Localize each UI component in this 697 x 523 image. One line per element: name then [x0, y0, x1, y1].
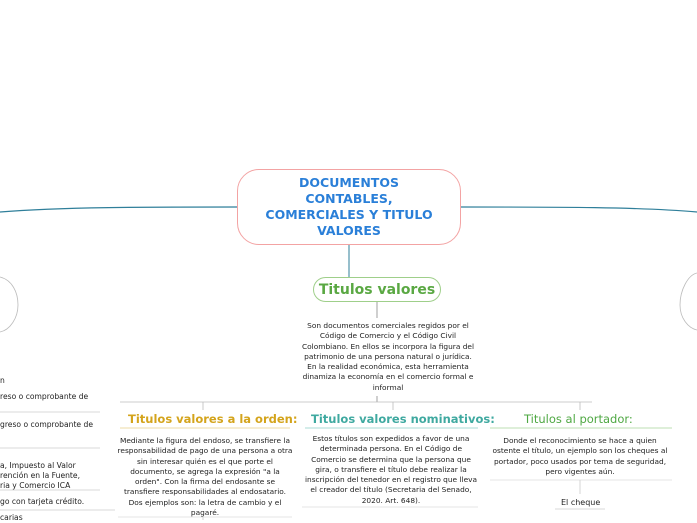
subtopic-nominativos-description: Estos títulos son expedidos a favor de una determinada persona. En el Código de Comercio se determina que la persona que gira, o transfiere el título debe realizar la inscripción del tenedor en el registro que lleva el creador del título (Secretaria del Senado, 2020. Art. 648).: [304, 434, 478, 505]
left-partial-text-5: rención en la Fuente,: [0, 471, 80, 480]
subtopic-orden-title[interactable]: Titulos valores a la orden:: [128, 412, 298, 426]
main-topic-titulos-valores[interactable]: [313, 277, 441, 302]
left-partial-text-8: carias: [0, 513, 23, 522]
main-topic-description: Son documentos comerciales regidos por el Código de Comercio y el Código Civil Colombiano. En ellos se incorpora la figura del patrimonio de una persona natural o jurídica. En la realidad económica, esta herramienta dinamiza la economía en el comercio formal e informal: [302, 321, 474, 392]
left-partial-text-4: a, Impuesto al Valor: [0, 461, 76, 470]
example-cheque[interactable]: El cheque: [561, 498, 601, 507]
right-partial-node: [680, 273, 697, 330]
left-partial-text-7: go con tarjeta crédito.: [0, 497, 85, 506]
subtopic-orden-description: Mediante la figura del endoso, se transfiere la responsabilidad de pago de una persona a otra sin interesar quién es el que porte el documento, se agrega la expresión "a la orden". Con la firma del endosante se transfiere responsabilidades al endosatario. Dos ejemplos son: la letra de cambio y el pagaré.: [117, 436, 293, 518]
left-partial-text-1: n: [0, 376, 5, 385]
subtopic-nominativos-title[interactable]: Titulos valores nominativos:: [311, 412, 495, 426]
left-partial-text-3: greso o comprobante de: [0, 420, 94, 429]
connector-central-left: [0, 207, 237, 212]
left-partial-text-6: ria y Comercio ICA: [0, 481, 71, 490]
central-topic[interactable]: [237, 169, 461, 245]
left-partial-node: [0, 277, 18, 332]
central-topic-label: DOCUMENTOS CONTABLES, COMERCIALES Y TITULO VALORES: [265, 175, 433, 238]
connector-central-right: [461, 207, 697, 212]
main-topic-label: Titulos valores: [318, 281, 436, 298]
subtopic-portador-title[interactable]: Titulos al portador:: [524, 412, 633, 426]
left-partial-text-2: reso o comprobante de: [0, 392, 89, 401]
subtopic-portador-description: Donde el reconocimiento se hace a quien ostente el título, un ejemplo son los cheques al portador, poco usados por tema de seguridad, pero vigentes aún.: [492, 436, 668, 476]
